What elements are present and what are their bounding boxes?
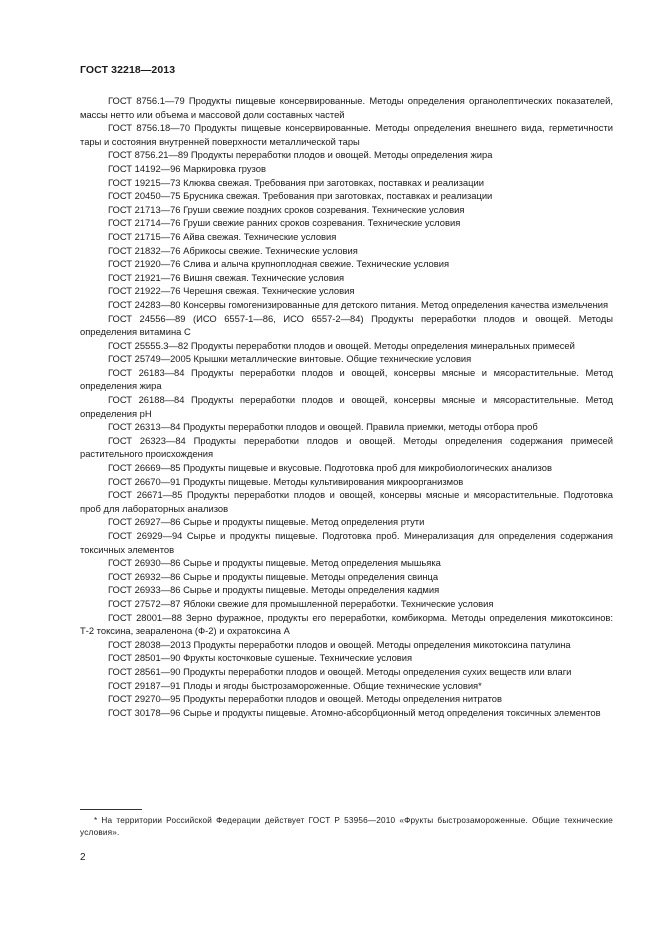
reference-entry: ГОСТ 29270—95 Продукты переработки плодов и овощей. Методы определения нитратов [108,693,502,705]
reference-entry: ГОСТ 29187—91 Плоды и ягоды быстрозамороженные. Общие технические условия* [108,679,482,691]
reference-entry: ГОСТ 26671—85 Продукты переработки плодов и овощей, консервы мясные и мясорастительные. Подготовка проб для лабораторных анализов [80,489,613,514]
reference-entry: ГОСТ 30178—96 Сырье и продукты пищевые. Атомно-абсорбционный метод определения токсичных элементов [108,706,601,718]
reference-entry: ГОСТ 26670—91 Продукты пищевые. Методы культивирования микроорганизмов [108,475,464,487]
reference-entry: ГОСТ 28561—90 Продукты переработки плодов и овощей. Методы определения сухих веществ или влаги [108,665,572,677]
reference-entry: ГОСТ 26929—94 Сырье и продукты пищевые. Подготовка проб. Минерализация для определения содержания токсичных элементов [80,530,613,555]
normative-references-list [80,94,613,719]
document-header: ГОСТ 32218—2013 [80,64,176,76]
reference-entry: ГОСТ 21921—76 Вишня свежая. Технические условия [108,271,345,283]
reference-entry: ГОСТ 21832—76 Абрикосы свежие. Технические условия [108,244,358,256]
reference-entry: ГОСТ 26932—86 Сырье и продукты пищевые. Методы определения свинца [108,570,439,582]
footnote: * На территории Российской Федерации действует ГОСТ Р 53956—2010 «Фрукты быстрозамороженные. Общие технические условия». [80,816,613,837]
reference-entry: ГОСТ 21715—76 Айва свежая. Технические условия [108,230,337,242]
reference-entry: ГОСТ 8756.21—89 Продукты переработки плодов и овощей. Методы определения жира [108,149,493,161]
reference-entry: ГОСТ 25749—2005 Крышки металлические винтовые. Общие технические условия [108,353,472,365]
reference-entry: ГОСТ 19215—73 Клюква свежая. Требования при заготовках, поставках и реализации [108,176,484,188]
reference-entry: ГОСТ 28038—2013 Продукты переработки плодов и овощей. Методы определения микотоксина патулина [108,638,571,650]
reference-entry: ГОСТ 26323—84 Продукты переработки плодов и овощей. Методы определения содержания примесей растительного происхождения [80,434,613,460]
reference-entry: ГОСТ 26188—84 Продукты переработки плодов и овощей, консервы мясные и мясорастительные. Метод определения pH [80,394,613,419]
page-number: 2 [80,852,86,863]
reference-entry: ГОСТ 26313—84 Продукты переработки плодов и овощей. Правила приемки, методы отбора проб [108,421,538,433]
reference-entry: ГОСТ 28001—88 Зерно фуражное, продукты его переработки, комбикорма. Методы определения микотоксинов: Т-2 токсина, зеараленона (Ф-2) и охратоксина А [80,611,613,637]
reference-entry: ГОСТ 21713—76 Груши свежие поздних сроков созревания. Технические условия [108,203,465,215]
reference-entry: ГОСТ 28501—90 Фрукты косточковые сушеные. Технические условия [108,652,413,664]
reference-entry: ГОСТ 26669—85 Продукты пищевые и вкусовые. Подготовка проб для микробиологических анализов [108,462,552,474]
reference-entry: ГОСТ 24556—89 (ИСО 6557-1—86, ИСО 6557-2—84) Продукты переработки плодов и овощей. Методы определения витамина С [80,312,613,338]
reference-entry: ГОСТ 14192—96 Маркировка грузов [108,162,266,174]
reference-entry: ГОСТ 8756.1—79 Продукты пищевые консервированные. Методы определения органолептических показателей, массы нетто или объема и массовой доли составных частей [80,95,613,120]
reference-entry: ГОСТ 25555.3—82 Продукты переработки плодов и овощей. Методы определения минеральных примесей [108,339,575,351]
reference-entry: ГОСТ 21922—76 Черешня свежая. Технические условия [108,285,355,297]
reference-entry: ГОСТ 26930—86 Сырье и продукты пищевые. Метод определения мышьяка [108,557,441,569]
reference-entry: ГОСТ 21920—76 Слива и алыча крупноплодная свежие. Технические условия [108,258,450,270]
reference-entry: ГОСТ 27572—87 Яблоки свежие для промышленной переработки. Технические условия [108,597,494,609]
footnote-divider [80,809,142,810]
reference-entry: ГОСТ 26927—86 Сырье и продукты пищевые. Метод определения ртути [108,516,425,528]
reference-entry: ГОСТ 8756.18—70 Продукты пищевые консервированные. Методы определения внешнего вида, герметичности тары и состояния внутренней поверхности металлической тары [80,122,613,147]
reference-entry: ГОСТ 26933—86 Сырье и продукты пищевые. Методы определения кадмия [108,584,440,596]
reference-entry: ГОСТ 21714—76 Груши свежие ранних сроков созревания. Технические условия [108,217,461,229]
reference-entry: ГОСТ 26183—84 Продукты переработки плодов и овощей, консервы мясные и мясорастительные. Метод определения жира [80,366,613,392]
reference-entry: ГОСТ 24283—80 Консервы гомогенизированные для детского питания. Метод определения качества измельчения [108,298,609,310]
reference-entry: ГОСТ 20450—75 Брусника свежая. Требования при заготовках, поставках и реализации [108,190,493,202]
